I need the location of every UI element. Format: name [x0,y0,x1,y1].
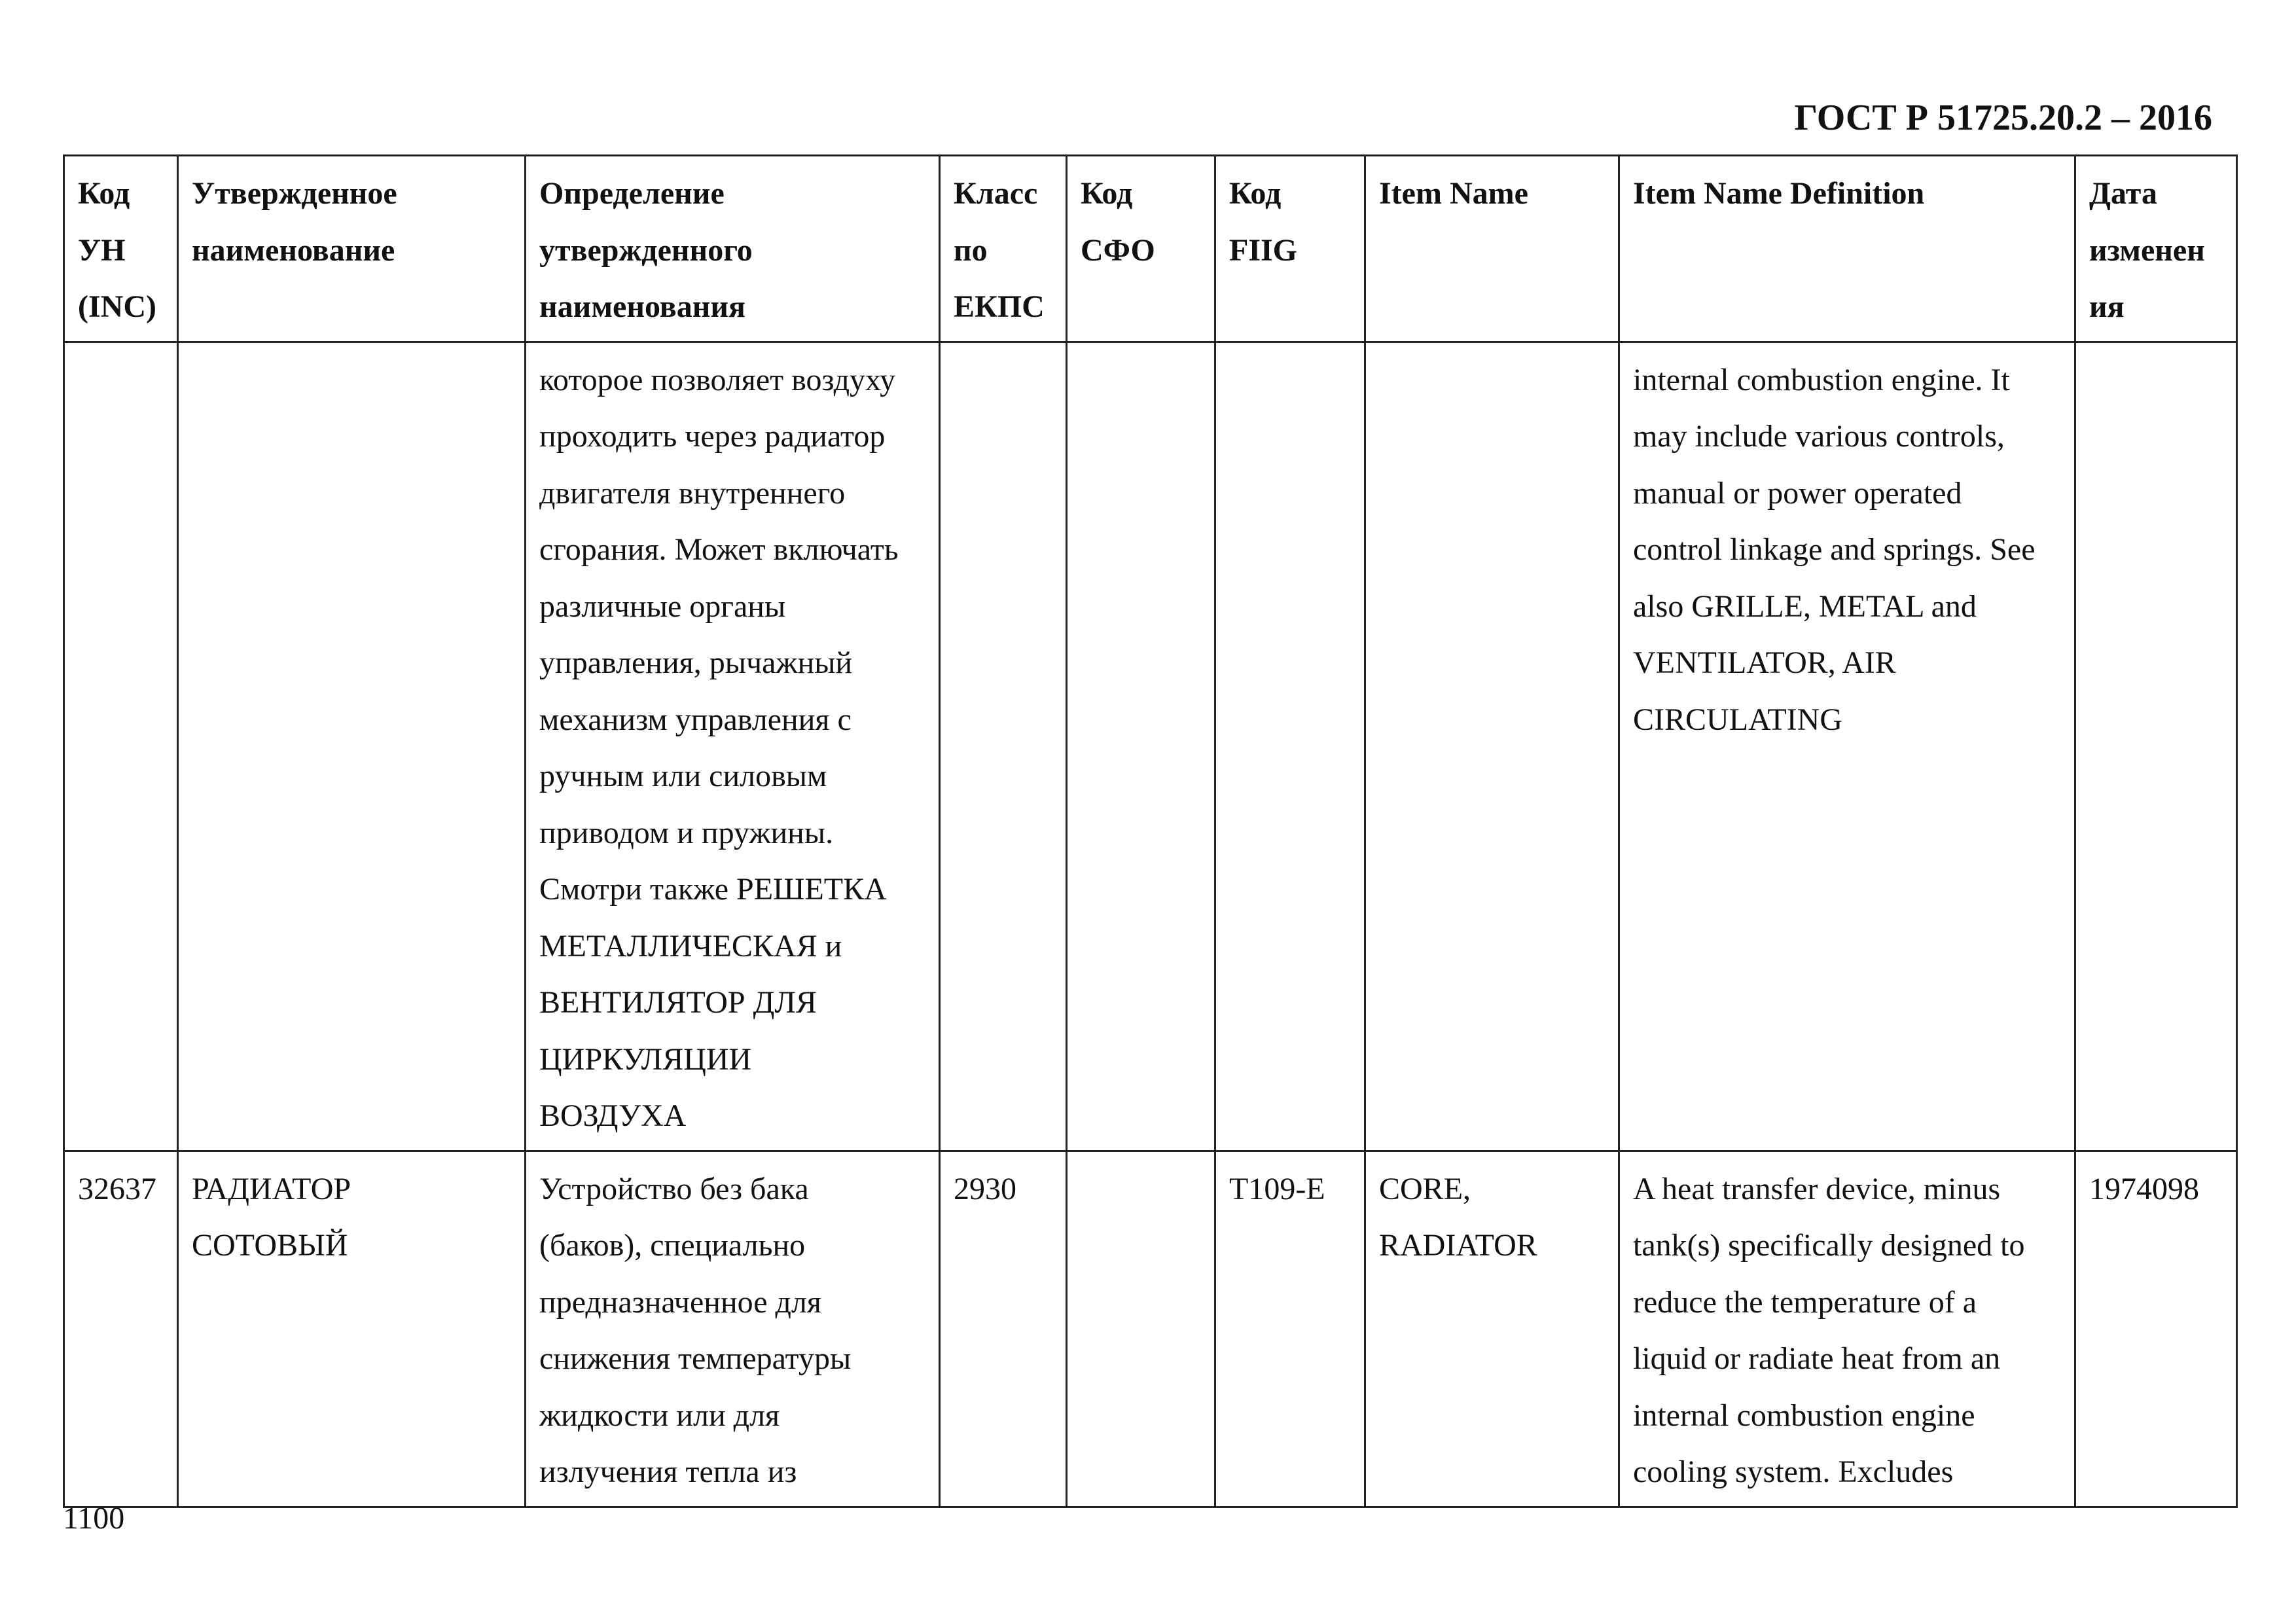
header-approved-name: Утвержденное наименование [178,156,526,342]
header-ekps-class: Класс по ЕКПС [940,156,1067,342]
cell-inc-code: 32637 [64,1151,178,1507]
cell-ekps-class: 2930 [940,1151,1067,1507]
table-header-row [64,156,2237,342]
header-sfo-code: Код СФО [1067,156,1215,342]
cell-inc-code [64,342,178,1151]
document-title: ГОСТ Р 51725.20.2 – 2016 [1794,98,2212,138]
cell-item-name-definition: A heat transfer device, minus tank(s) specifically designed to reduce the temperature of a liquid or radiate heat from an internal combustion engine cooling system. Excludes [1619,1151,2075,1507]
cell-fiig-code [1215,342,1365,1151]
cell-approved-name: РАДИАТОР СОТОВЫЙ [178,1151,526,1507]
cell-item-name: CORE, RADIATOR [1365,1151,1619,1507]
cell-change-date [2075,342,2237,1151]
table-row [64,1151,2237,1507]
header-item-name: Item Name [1365,156,1619,342]
header-inc-code: Код УН (INC) [64,156,178,342]
table-row [64,342,2237,1151]
cell-item-name [1365,342,1619,1151]
data-table [63,154,2238,1508]
cell-ekps-class [940,342,1067,1151]
header-item-name-definition: Item Name Definition [1619,156,2075,342]
header-approved-name-definition: Определение утвержденного наименования [526,156,940,342]
cell-item-name-definition: internal combustion engine. It may include various controls, manual or power operated control linkage and springs. See also GRILLE, METAL and VENTILATOR, AIR CIRCULATING [1619,342,2075,1151]
header-change-date: Дата изменен ия [2075,156,2237,342]
cell-sfo-code [1067,342,1215,1151]
cell-approved-name-definition: Устройство без бака (баков), специально предназначенное для снижения температуры жидкости или для излучения тепла из [526,1151,940,1507]
cell-change-date: 1974098 [2075,1151,2237,1507]
cell-sfo-code [1067,1151,1215,1507]
cell-fiig-code: T109-E [1215,1151,1365,1507]
page-number: 1100 [63,1501,125,1536]
cell-approved-name-definition: которое позволяет воздуху проходить через радиатор двигателя внутреннего сгорания. Может включать различные органы управления, рычажный механизм управления с ручным или силовым приводом и пружины. Смотри также РЕШЕТКА МЕТАЛЛИЧЕСКАЯ и ВЕНТИЛЯТОР ДЛЯ ЦИРКУЛЯЦИИ ВОЗДУХА [526,342,940,1151]
header-fiig-code: Код FIIG [1215,156,1365,342]
cell-approved-name [178,342,526,1151]
